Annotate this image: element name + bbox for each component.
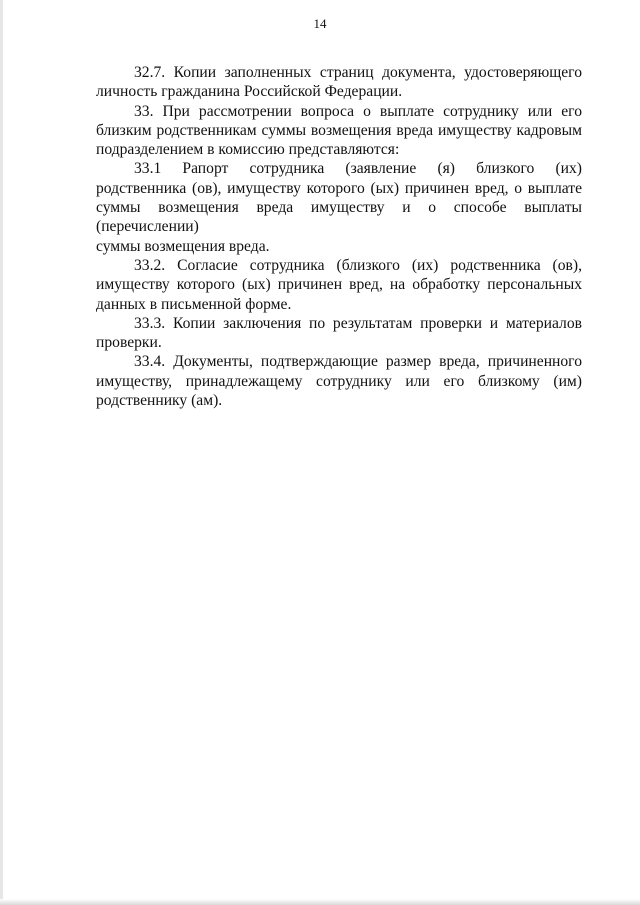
paragraph-33 — [96, 102, 582, 160]
page-number: 14 — [313, 16, 327, 31]
body-text — [96, 63, 582, 410]
text-line: суммы возмещения вреда имуществу и о способе выплаты (перечислении) — [96, 199, 582, 236]
paragraph-33-2 — [96, 256, 582, 314]
text-line: подразделением в комиссию представляются: — [96, 141, 400, 159]
text-line: близким родственникам суммы возмещения вреда имуществу кадровым — [96, 121, 582, 139]
scan-left-edge — [0, 0, 3, 905]
text-line: суммы возмещения вреда. — [96, 237, 270, 255]
text-line: родственнику (ам). — [96, 392, 223, 410]
text-line: имуществу, принадлежащему сотруднику или его близкому (им) — [96, 372, 582, 390]
paragraph-33-1 — [96, 159, 582, 255]
paragraph-33-3 — [96, 314, 582, 353]
text-line: 32.7. Копии заполненных страниц документа, удостоверяющего — [134, 64, 582, 81]
text-line: 33.1 Рапорт сотрудника (заявление (я) близкого (их) — [134, 160, 582, 178]
text-line: родственника (ов), имуществу которого (ых) причинен вред, о выплате — [96, 179, 582, 197]
text-line: проверки. — [96, 334, 162, 352]
text-line: 33. При рассмотрении вопроса о выплате сотруднику или его — [134, 102, 582, 120]
text-line: 33.2. Согласие сотрудника (близкого (их) родственника (ов), — [134, 256, 582, 274]
text-line: имуществу которого (ых) причинен вред, на обработку персональных — [96, 276, 582, 294]
scan-bottom-edge — [0, 899, 640, 905]
paragraph-33-4 — [96, 352, 582, 410]
text-line: 33.4. Документы, подтверждающие размер вреда, причиненного — [134, 353, 582, 371]
text-line: личность гражданина Российской Федерации. — [96, 83, 403, 101]
text-line: данных в письменной форме. — [96, 295, 292, 313]
text-line: 33.3. Копии заключения по результатам проверки и материалов — [134, 314, 582, 332]
paragraph-32-7 — [96, 63, 582, 102]
